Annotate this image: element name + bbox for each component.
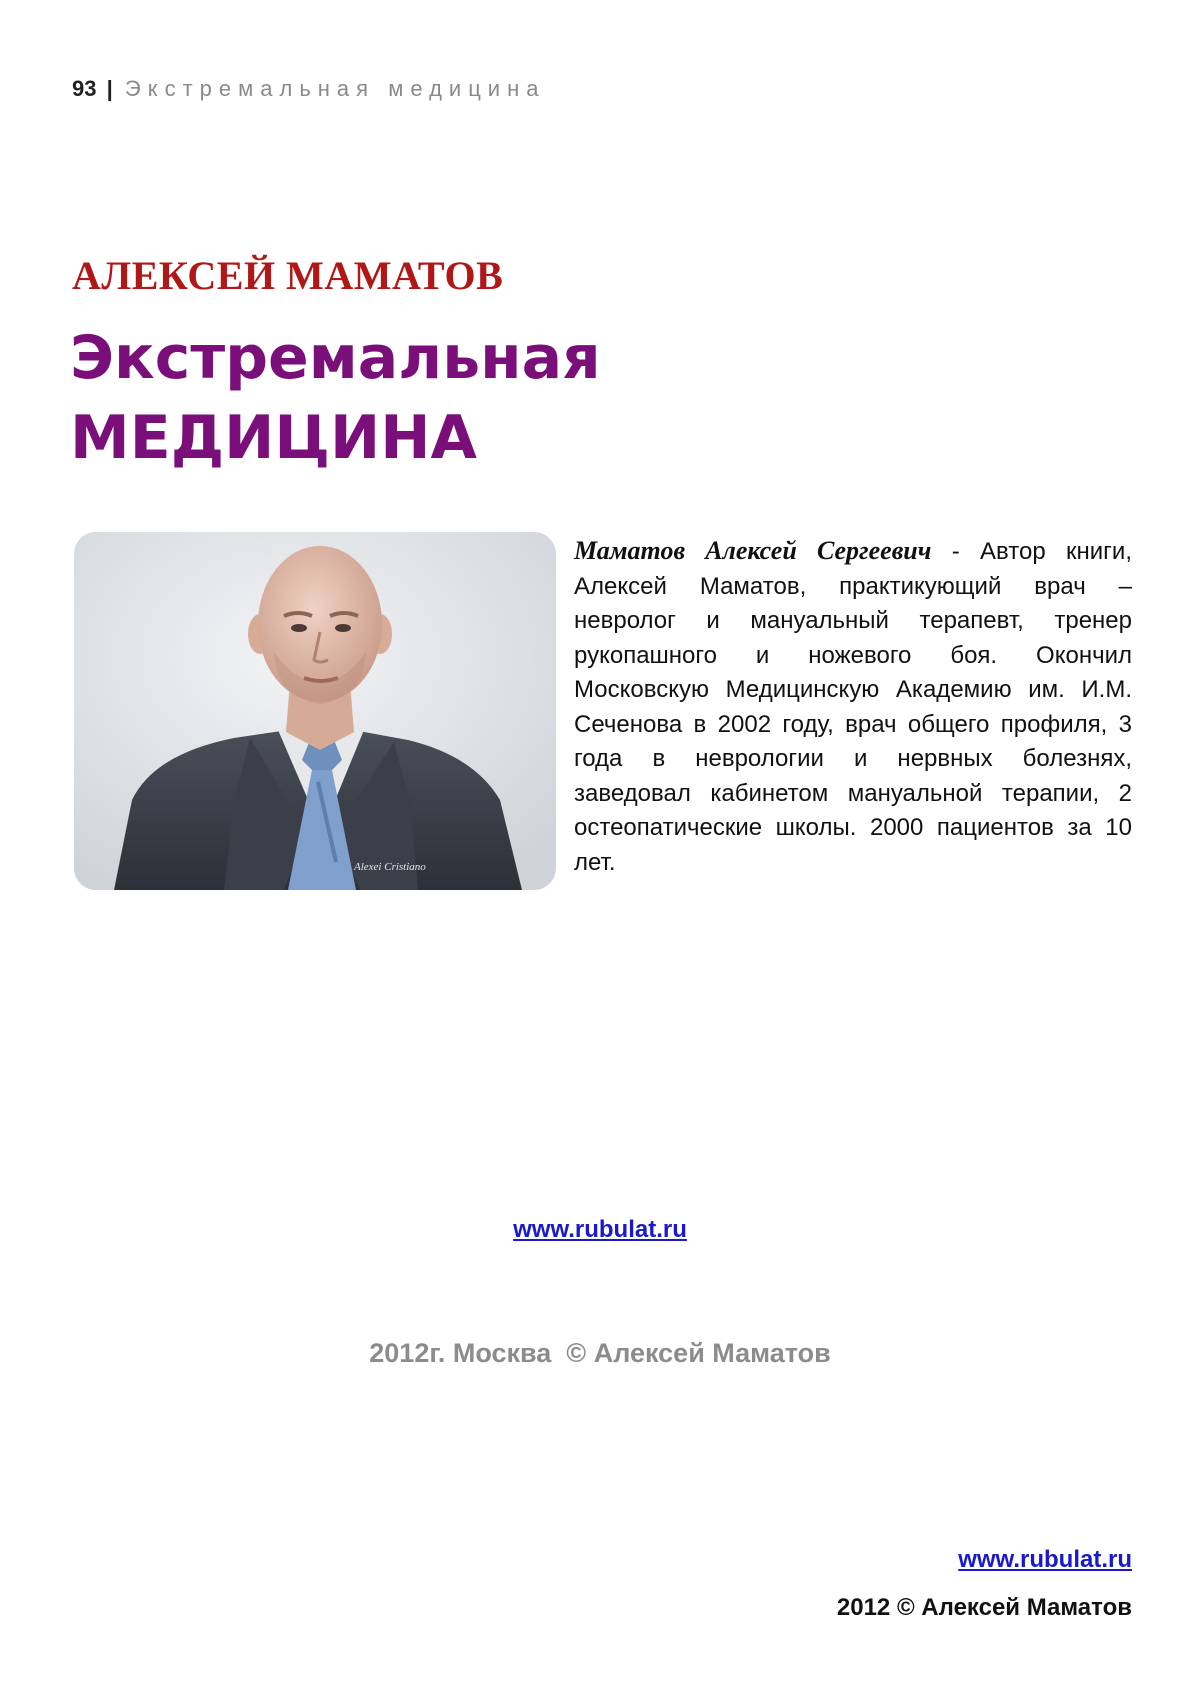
page-number: 93: [72, 76, 97, 101]
author-photo-illustration: [74, 532, 556, 890]
bio-text: - Автор книги, Алексей Маматов, практикующий врач – невролог и мануальный терапевт, тренер рукопашного и ножевого боя. Окончил Московскую Медицинскую Академию им. И.М. Сеченова в 2002 году, врач общего профиля, 3 года в неврологии и нервных болезнях, заведовал кабинетом мануальной терапии, 2 остеопатические школы. 2000 пациентов за 10 лет.: [574, 538, 1132, 876]
center-website-link[interactable]: www.rubulat.ru: [513, 1216, 687, 1243]
header-separator: |: [106, 76, 113, 101]
book-title-line2: МЕДИЦИНА: [70, 403, 477, 473]
footer-website: [958, 1546, 1132, 1574]
book-title: [70, 318, 601, 478]
author-name-heading: АЛЕКСЕЙ МАМАТОВ: [72, 253, 504, 298]
book-title-line1: Экстремальная: [70, 323, 601, 393]
center-copyright: 2012г. Москва © Алексей Маматов: [369, 1338, 831, 1368]
header-section-title: Экстремальная медицина: [124, 76, 546, 101]
bio-author-name: Маматов Алексей Сергеевич: [574, 536, 932, 565]
center-website: [0, 1216, 1200, 1244]
footer-copyright: 2012 © Алексей Маматов: [836, 1594, 1132, 1621]
footer-website-link[interactable]: www.rubulat.ru: [958, 1546, 1132, 1573]
jacket-logo-text: Alexei Cristiano: [354, 861, 426, 873]
author-photo: [74, 532, 556, 890]
running-header: [72, 76, 545, 102]
author-bio: [574, 534, 1132, 880]
